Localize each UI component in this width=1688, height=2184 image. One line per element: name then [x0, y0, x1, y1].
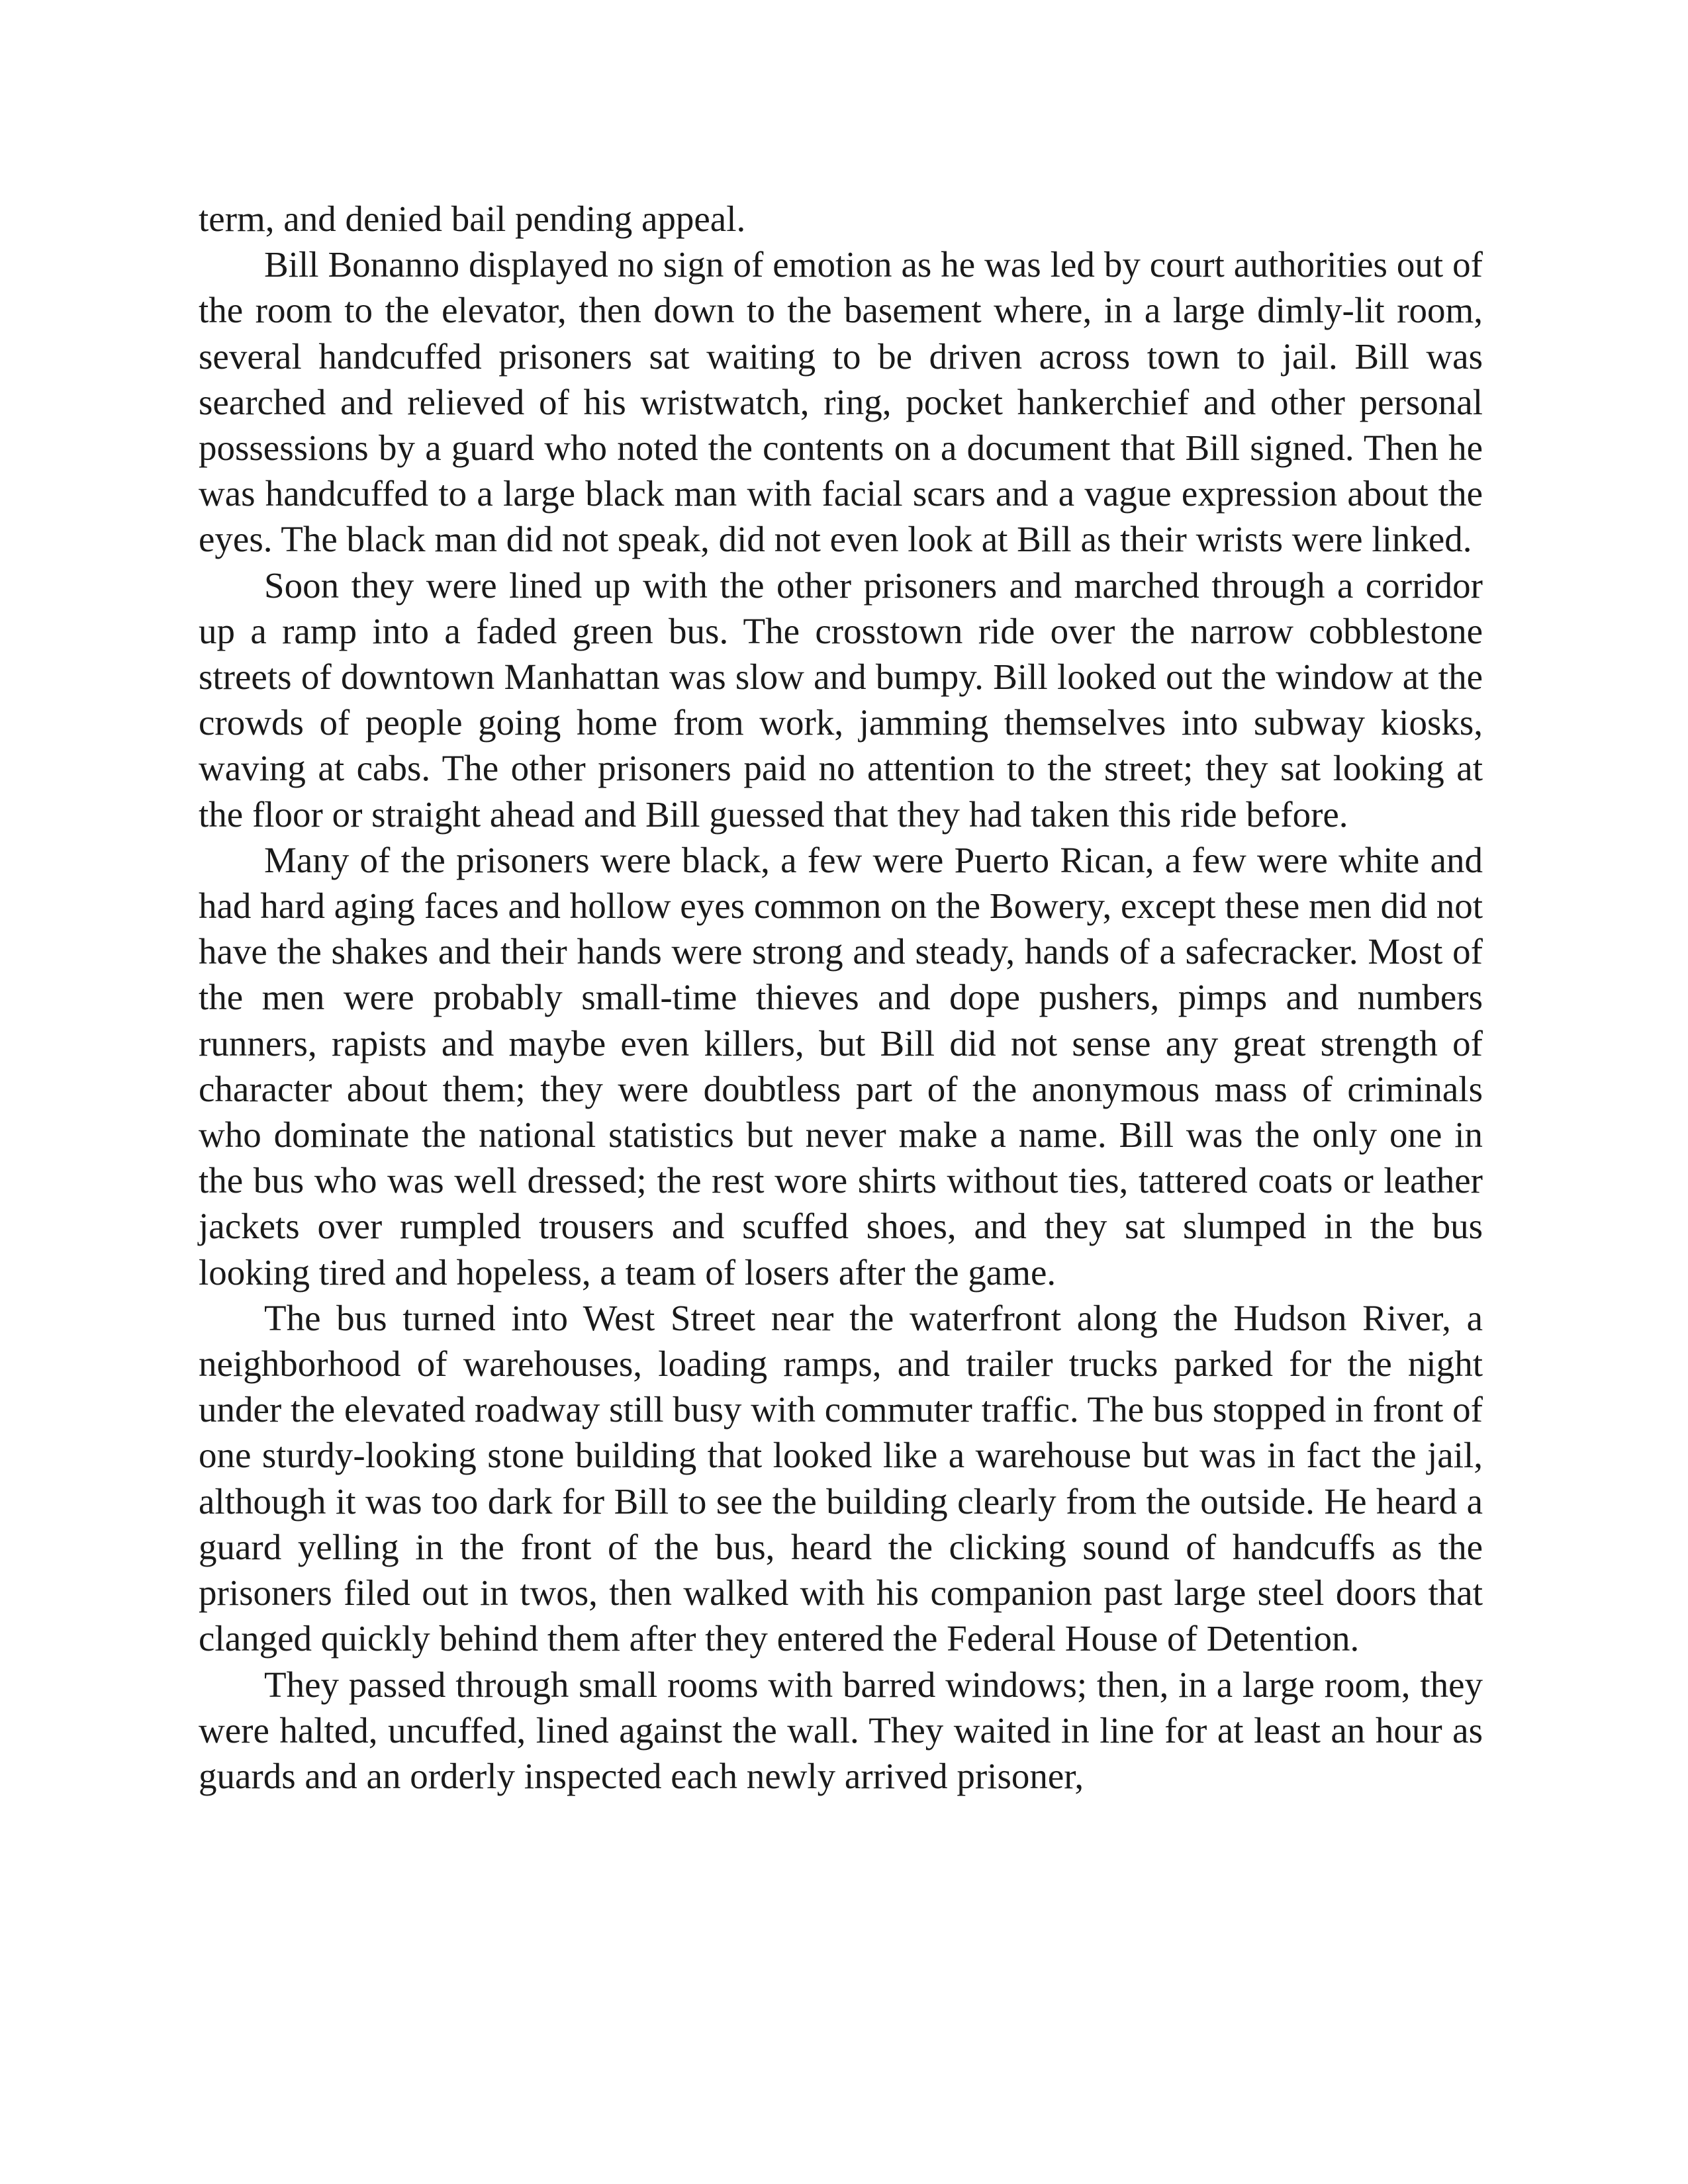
paragraph-6: They passed through small rooms with barred windows; then, in a large room, they were halted, uncuffed, lined against the wall. They waited in line for at least an hour as guards and an orderly inspected each newly arrived prisoner,	[199, 1664, 1483, 1796]
paragraph-5: The bus turned into West Street near the waterfront along the Hudson River, a neighborhood of warehouses, loading ramps, and trailer trucks parked for the night under the elevated roadway still busy with commuter traffic. The bus stopped in front of one sturdy-looking stone building that looked like a warehouse but was in fact the jail, although it was too dark for Bill to see the building clearly from the outside. He heard a guard yelling in the front of the bus, heard the clicking sound of handcuffs as the prisoners filed out in twos, then walked with his companion past large steel doors that clanged quickly behind them after they entered the Federal House of Detention.	[199, 1297, 1483, 1659]
paragraph-2: Bill Bonanno displayed no sign of emotion as he was led by court authorities out of the room to the elevator, then down to the basement where, in a large dimly-lit room, several handcuffed prisoners sat waiting to be driven across town to jail. Bill was searched and relieved of his wristwatch, ring, pocket hankerchief and other personal possessions by a guard who noted the contents on a document that Bill signed. Then he was handcuffed to a large black man with facial scars and a vague expression about the eyes. The black man did not speak, did not even look at Bill as their wrists were linked.	[199, 244, 1483, 560]
document-page	[199, 196, 1483, 1799]
paragraph-3: Soon they were lined up with the other prisoners and marched through a corridor up a ramp into a faded green bus. The crosstown ride over the narrow cobblestone streets of downtown Manhattan was slow and bumpy. Bill looked out the window at the crowds of people going home from work, jamming themselves into subway kiosks, waving at cabs. The other prisoners paid no attention to the street; they sat looking at the floor or straight ahead and Bill guessed that they had taken this ride before.	[199, 565, 1483, 835]
paragraph-4: Many of the prisoners were black, a few were Puerto Rican, a few were white and had hard aging faces and hollow eyes common on the Bowery, except these men did not have the shakes and their hands were strong and steady, hands of a safecracker. Most of the men were probably small-time thieves and dope pushers, pimps and numbers runners, rapists and maybe even killers, but Bill did not sense any great strength of character about them; they were doubtless part of the anonymous mass of criminals who dominate the national statistics but never make a name. Bill was the only one in the bus who was well dressed; the rest wore shirts without ties, tattered coats or leather jackets over rumpled trousers and scuffed shoes, and they sat slumped in the bus looking tired and hopeless, a team of losers after the game.	[199, 839, 1483, 1293]
paragraph-1: term, and denied bail pending appeal.	[199, 199, 746, 239]
